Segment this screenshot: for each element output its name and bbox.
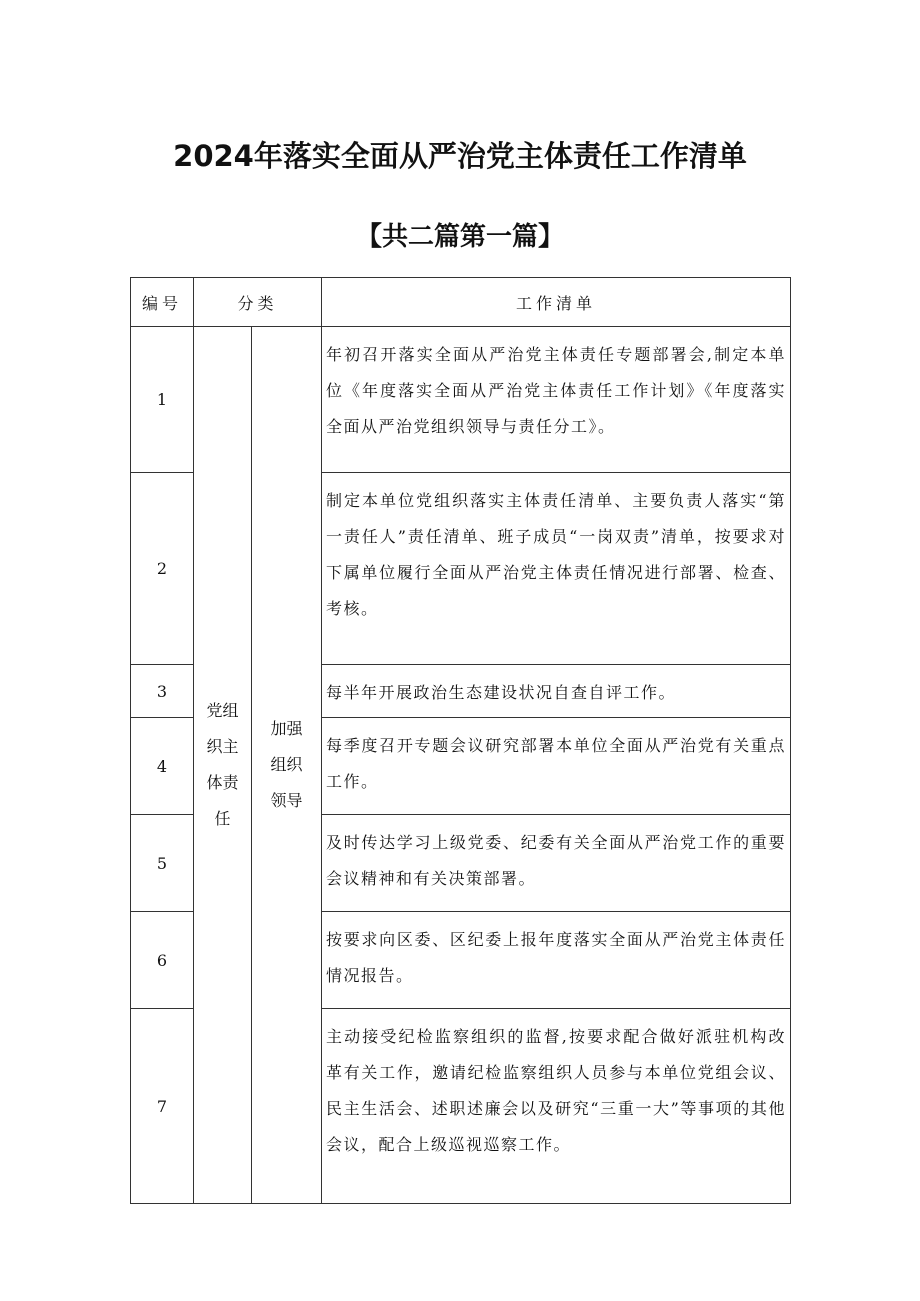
row-content: 每半年开展政治生态建设状况自查自评工作。 (322, 665, 791, 718)
category-sub-cell (252, 327, 322, 1204)
header-number: 编号 (131, 278, 194, 327)
table-header-row (131, 278, 791, 327)
header-category: 分类 (194, 278, 322, 327)
table-row (131, 327, 791, 473)
work-list-table (130, 277, 791, 1204)
document-title: 2024年落实全面从严治党主体责任工作清单 (173, 139, 747, 173)
row-number: 5 (131, 815, 194, 912)
row-content: 每季度召开专题会议研究部署本单位全面从严治党有关重点工作。 (322, 718, 791, 815)
row-content: 主动接受纪检监察组织的监督,按要求配合做好派驻机构改革有关工作，邀请纪检监察组织人员参与本单位党组会议、民主生活会、述职述廉会以及研究“三重一大”等事项的其他会议，配合上级巡视巡察工作。 (322, 1009, 791, 1204)
category-main-cell (194, 327, 252, 1204)
document-subtitle: 【共二篇第一篇】 (355, 222, 564, 252)
category-main-label: 党组织主体责任 (206, 701, 239, 828)
row-content: 年初召开落实全面从严治党主体责任专题部署会,制定本单位《年度落实全面从严治党主体责任工作计划》《年度落实全面从严治党组织领导与责任分工》。 (322, 327, 791, 473)
row-number: 4 (131, 718, 194, 815)
row-number: 6 (131, 912, 194, 1009)
row-number: 1 (131, 327, 194, 473)
row-number: 2 (131, 473, 194, 665)
row-number: 3 (131, 665, 194, 718)
row-content: 按要求向区委、区纪委上报年度落实全面从严治党主体责任情况报告。 (322, 912, 791, 1009)
row-content: 制定本单位党组织落实主体责任清单、主要负责人落实“第一责任人”责任清单、班子成员“一岗双责”清单，按要求对下属单位履行全面从严治党主体责任情况进行部署、检查、考核。 (322, 473, 791, 665)
header-work-list: 工作清单 (322, 278, 791, 327)
row-number: 7 (131, 1009, 194, 1204)
row-content: 及时传达学习上级党委、纪委有关全面从严治党工作的重要会议精神和有关决策部署。 (322, 815, 791, 912)
category-sub-label: 加强组织领导 (270, 719, 303, 810)
